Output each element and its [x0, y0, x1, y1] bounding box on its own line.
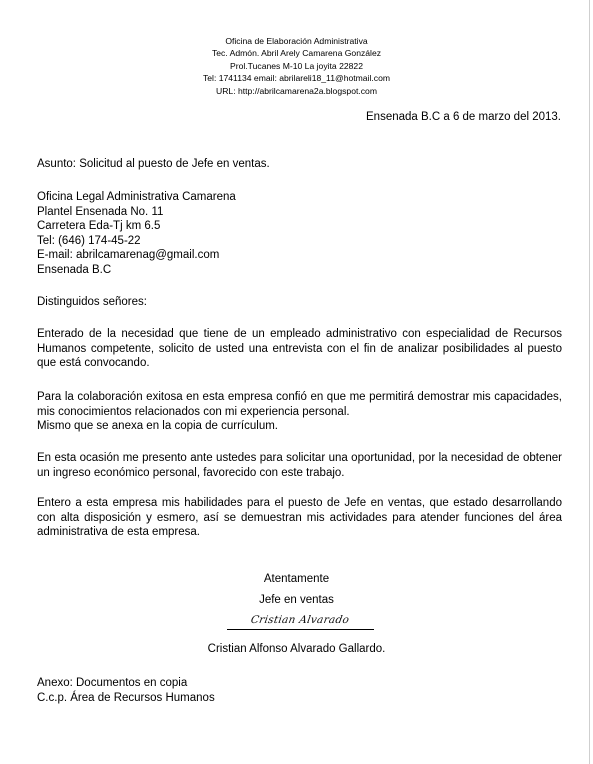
letterhead-address: Prol.Tucanes M-10 La joyita 22822 [230, 60, 363, 71]
recipient-block [37, 190, 562, 278]
signature: Cristian Alvarado [249, 614, 351, 626]
recipient-phone: Tel: (646) 174-45-22 [37, 234, 141, 247]
recipient-email: E-mail: abrilcamarenag@gmail.com [37, 249, 220, 262]
paragraph-4: Entero a esta empresa mis habilidades para el puesto de Jefe en ventas, que estado desarrollando con alta disposición y esmero, así se demuestran mis actividades para atender funciones del área administrativa de esta empresa. [37, 497, 562, 539]
letterhead-office: Oficina de Elaboración Administrativa [225, 36, 368, 46]
recipient-city: Ensenada B.C [37, 263, 112, 276]
recipient-name: Oficina Legal Administrativa Camarena [37, 191, 236, 203]
recipient-address-1: Plantel Ensenada No. 11 [37, 205, 164, 218]
footer-block [37, 676, 562, 705]
paragraph-3: En esta ocasión me presento ante ustedes para solicitar una oportunidad, por la necesidad de obtener un ingreso económico personal, favorecido con este trabajo. [37, 452, 562, 479]
signature-line [227, 629, 374, 630]
paragraph-2-note: Mismo que se anexa en la copia de currículum. [37, 420, 278, 433]
date-line: Ensenada B.C a 6 de marzo del 2013. [366, 111, 561, 123]
closing-farewell: Atentamente [263, 573, 330, 585]
salutation: Distinguidos señores: [37, 296, 147, 308]
paragraph-2: Para la colaboración exitosa en esta empresa confió en que me permitirá demostrar mis capacidades, mis conocimientos relacionados con mi experiencia personal. [37, 391, 562, 418]
letterhead [0, 35, 593, 97]
ccp-line: C.c.p. Área de Recursos Humanos [37, 691, 215, 704]
annex-line: Anexo: Documentos en copia [37, 677, 188, 689]
paragraph-1: Enterado de la necesidad que tiene de un empleado administrativo con especialidad de Recursos Humanos competente, solicito de usted una entrevista con el fin de analizar posibilidades al puesto que está convocando. [37, 328, 562, 370]
closing-position: Jefe en ventas [259, 594, 334, 606]
letterhead-contact: Tel: 1741134 email: abrilareli18_11@hotmail.com [202, 73, 391, 84]
subject-line: Asunto: Solicitud al puesto de Jefe en ventas. [37, 158, 270, 170]
recipient-address-2: Carretera Eda-Tj km 6.5 [37, 220, 161, 233]
letterhead-url: URL: http://abrilcamarena2a.blogspot.com [216, 85, 377, 96]
letterhead-name: Tec. Admón. Abril Arely Camarena González [211, 48, 382, 59]
signer-full-name: Cristian Alfonso Alvarado Gallardo. [207, 643, 386, 655]
paragraph-2-block [37, 390, 562, 434]
